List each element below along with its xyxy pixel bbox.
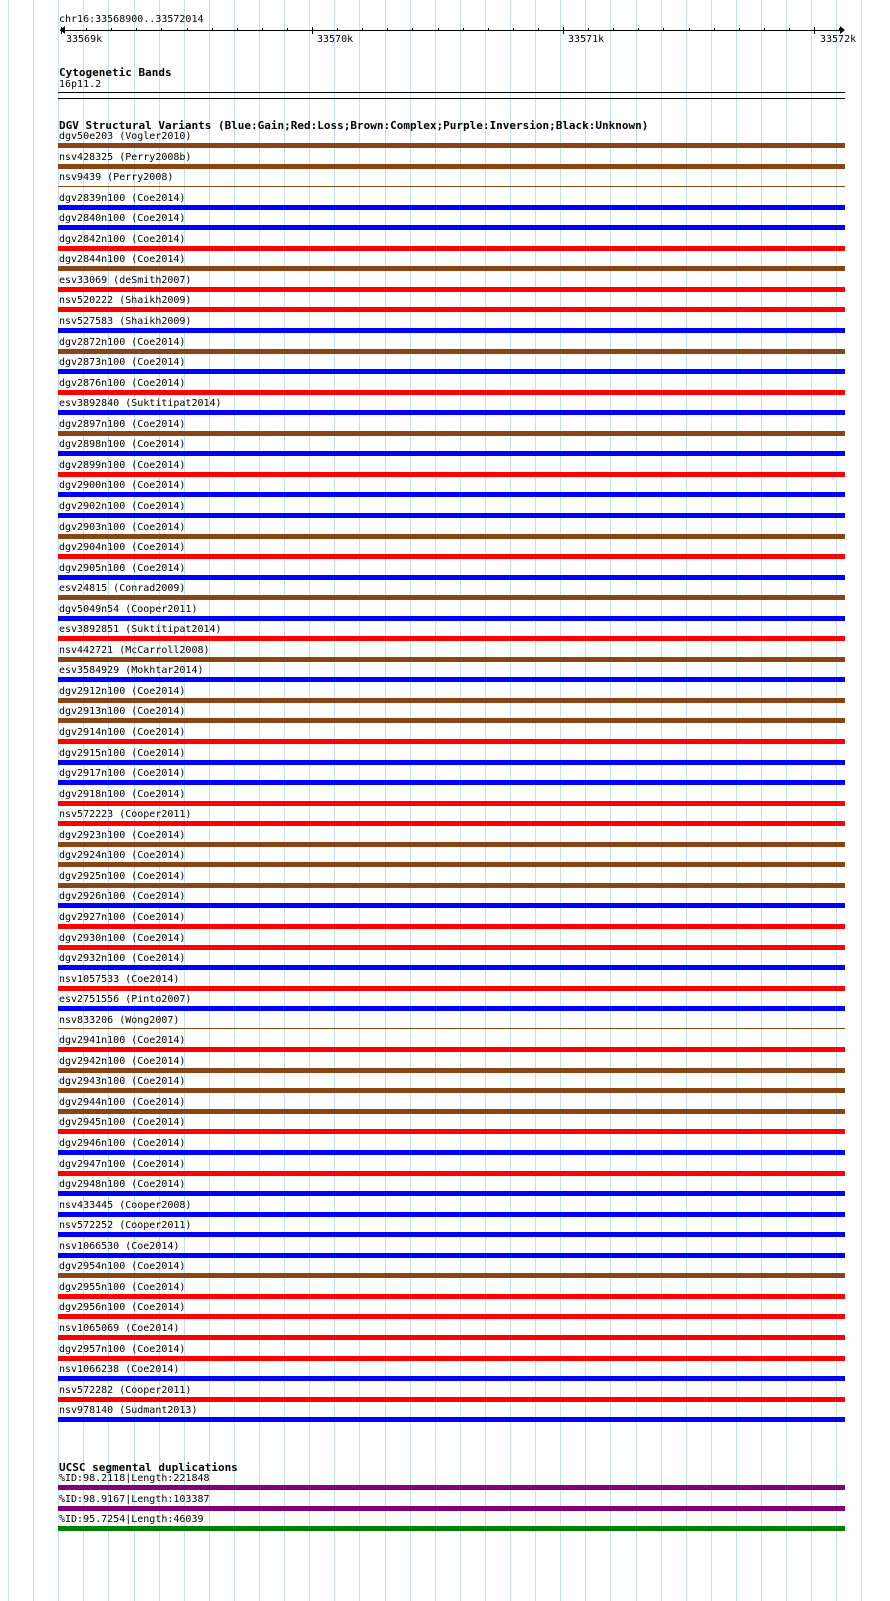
ruler-major-tick bbox=[563, 27, 564, 34]
dgv-feature-label: dgv2872n100 (Coe2014) bbox=[59, 336, 186, 348]
dgv-feature-bar[interactable] bbox=[58, 821, 845, 826]
dgv-feature-bar[interactable] bbox=[58, 677, 845, 682]
dgv-feature-label: dgv2945n100 (Coe2014) bbox=[59, 1117, 186, 1129]
dgv-feature-bar[interactable] bbox=[58, 1314, 845, 1319]
dgv-feature-label: dgv2839n100 (Coe2014) bbox=[59, 192, 186, 204]
dgv-feature-bar[interactable] bbox=[58, 513, 845, 518]
dgv-feature-bar[interactable] bbox=[58, 903, 845, 908]
dgv-feature-label: dgv2944n100 (Coe2014) bbox=[59, 1096, 186, 1108]
ruler-right-arrow-icon bbox=[840, 26, 845, 34]
dgv-feature-label: dgv2899n100 (Coe2014) bbox=[59, 459, 186, 471]
dgv-feature-label: dgv2957n100 (Coe2014) bbox=[59, 1343, 186, 1355]
ruler-major-tick bbox=[312, 27, 313, 34]
dgv-feature-bar[interactable] bbox=[58, 1273, 845, 1278]
dgv-feature-bar[interactable] bbox=[58, 186, 845, 187]
dgv-feature-bar[interactable] bbox=[58, 1335, 845, 1340]
dgv-feature-label: dgv2955n100 (Coe2014) bbox=[59, 1281, 186, 1293]
dgv-feature-label: nsv1066238 (Coe2014) bbox=[59, 1364, 180, 1375]
dgv-feature-label: dgv2840n100 (Coe2014) bbox=[59, 213, 186, 225]
dgv-feature-label: dgv2926n100 (Coe2014) bbox=[59, 891, 186, 903]
ruler-minor-tick bbox=[412, 28, 413, 31]
dgv-feature-bar[interactable] bbox=[58, 1150, 845, 1155]
dgv-feature-label: dgv2904n100 (Coe2014) bbox=[59, 542, 186, 553]
dgv-feature-label: esv3892840 (Suktitipat2014) bbox=[59, 398, 222, 410]
ruler-minor-tick bbox=[262, 28, 263, 31]
dgv-feature-label: dgv5049n54 (Cooper2011) bbox=[59, 603, 198, 615]
cytoband-bar-outline bbox=[58, 98, 845, 99]
ruler-minor-tick bbox=[187, 28, 188, 31]
ruler-minor-tick bbox=[387, 28, 388, 31]
dgv-feature-bar[interactable] bbox=[58, 410, 845, 415]
grid-line bbox=[33, 0, 34, 1601]
dgv-feature-label: dgv2900n100 (Coe2014) bbox=[59, 480, 186, 492]
ruler-tick-label: 33572k bbox=[820, 34, 857, 45]
cytoband-bar[interactable] bbox=[58, 92, 845, 93]
ruler-minor-tick bbox=[663, 28, 664, 31]
ruler-minor-tick bbox=[337, 28, 338, 31]
dgv-feature-bar[interactable] bbox=[58, 225, 845, 230]
dgv-feature-label: dgv2902n100 (Coe2014) bbox=[59, 500, 186, 512]
dgv-feature-bar[interactable] bbox=[58, 616, 845, 621]
dgv-feature-bar[interactable] bbox=[58, 945, 845, 950]
dgv-feature-label: dgv2873n100 (Coe2014) bbox=[59, 357, 186, 369]
dgv-feature-bar[interactable] bbox=[58, 636, 845, 641]
dgv-feature-label: dgv2942n100 (Coe2014) bbox=[59, 1055, 186, 1067]
dgv-feature-bar[interactable] bbox=[58, 595, 845, 600]
dgv-feature-label: dgv2842n100 (Coe2014) bbox=[59, 233, 186, 245]
dgv-feature-bar[interactable] bbox=[58, 1047, 845, 1052]
dgv-feature-bar[interactable] bbox=[58, 246, 845, 251]
dgv-feature-label: dgv2948n100 (Coe2014) bbox=[59, 1179, 186, 1190]
dgv-feature-label: dgv2941n100 (Coe2014) bbox=[59, 1035, 186, 1047]
dgv-feature-bar[interactable] bbox=[58, 575, 845, 580]
dgv-feature-label: nsv433445 (Cooper2008) bbox=[59, 1199, 192, 1211]
dgv-feature-bar[interactable] bbox=[58, 143, 845, 148]
dgv-feature-bar[interactable] bbox=[58, 718, 845, 723]
ruler-minor-tick bbox=[638, 28, 639, 31]
dgv-feature-bar[interactable] bbox=[58, 760, 845, 765]
dgv-feature-bar[interactable] bbox=[58, 1028, 845, 1029]
ruler-minor-tick bbox=[538, 28, 539, 31]
dgv-feature-bar[interactable] bbox=[58, 1129, 845, 1134]
dgv-feature-bar[interactable] bbox=[58, 1191, 845, 1196]
segdup-feature-bar[interactable] bbox=[58, 1506, 845, 1511]
dgv-feature-label: esv33069 (deSmith2007) bbox=[59, 274, 192, 286]
dgv-feature-bar[interactable] bbox=[58, 1253, 845, 1258]
dgv-feature-label: dgv2913n100 (Coe2014) bbox=[59, 706, 186, 718]
dgv-feature-bar[interactable] bbox=[58, 657, 845, 662]
dgv-feature-label: nsv572223 (Cooper2011) bbox=[59, 809, 192, 821]
dgv-feature-label: nsv527583 (Shaikh2009) bbox=[59, 316, 192, 327]
dgv-feature-label: esv3892851 (Suktitipat2014) bbox=[59, 624, 222, 636]
ruler-minor-tick bbox=[488, 28, 489, 31]
dgv-feature-label: dgv2912n100 (Coe2014) bbox=[59, 685, 186, 697]
ruler-major-tick bbox=[814, 27, 815, 34]
dgv-feature-label: nsv572252 (Cooper2011) bbox=[59, 1220, 192, 1232]
dgv-feature-label: dgv2905n100 (Coe2014) bbox=[59, 562, 186, 574]
dgv-feature-label: dgv2954n100 (Coe2014) bbox=[59, 1261, 186, 1273]
dgv-feature-label: dgv50e203 (Vogler2010) bbox=[59, 131, 192, 142]
dgv-feature-bar[interactable] bbox=[58, 1006, 845, 1011]
dgv-feature-bar[interactable] bbox=[58, 1212, 845, 1217]
segdup-feature-label: %ID:95.7254|Length:46039 bbox=[59, 1514, 204, 1526]
dgv-feature-bar[interactable] bbox=[58, 1397, 845, 1402]
dgv-feature-label: dgv2876n100 (Coe2014) bbox=[59, 377, 186, 389]
dgv-feature-bar[interactable] bbox=[58, 534, 845, 539]
dgv-feature-bar[interactable] bbox=[58, 1068, 845, 1073]
ruler-minor-tick bbox=[86, 28, 87, 31]
dgv-feature-bar[interactable] bbox=[58, 1109, 845, 1114]
dgv-feature-label: nsv572282 (Cooper2011) bbox=[59, 1384, 192, 1396]
ruler-minor-tick bbox=[513, 28, 514, 31]
ruler-minor-tick bbox=[136, 28, 137, 31]
dgv-feature-label: dgv2946n100 (Coe2014) bbox=[59, 1138, 186, 1149]
ruler-minor-tick bbox=[111, 28, 112, 31]
dgv-feature-bar[interactable] bbox=[58, 390, 845, 395]
ruler-tick-label: 33569k bbox=[66, 34, 103, 45]
ruler-position: chr16:33568900..33572014 bbox=[59, 14, 204, 25]
dgv-feature-bar[interactable] bbox=[58, 780, 845, 785]
segdup-feature-label: %ID:98.2118|Length:221848 bbox=[59, 1473, 210, 1484]
dgv-feature-label: nsv978140 (Sudmant2013) bbox=[59, 1405, 198, 1417]
dgv-feature-label: nsv1065069 (Coe2014) bbox=[59, 1322, 180, 1334]
segdup-feature-label: %ID:98.9167|Length:103387 bbox=[59, 1493, 210, 1505]
ruler-minor-tick bbox=[212, 28, 213, 31]
dgv-feature-bar[interactable] bbox=[58, 1294, 845, 1299]
dgv-feature-bar[interactable] bbox=[58, 1417, 845, 1422]
dgv-feature-label: dgv2932n100 (Coe2014) bbox=[59, 953, 186, 964]
dgv-feature-bar[interactable] bbox=[58, 842, 845, 847]
ruler-minor-tick bbox=[613, 28, 614, 31]
dgv-feature-label: nsv9439 (Perry2008) bbox=[59, 172, 174, 184]
ruler-minor-tick bbox=[689, 28, 690, 31]
dgv-feature-bar[interactable] bbox=[58, 862, 845, 867]
dgv-feature-label: dgv2918n100 (Coe2014) bbox=[59, 788, 186, 800]
dgv-feature-label: dgv2924n100 (Coe2014) bbox=[59, 850, 186, 862]
ruler-minor-tick bbox=[287, 28, 288, 31]
dgv-feature-bar[interactable] bbox=[58, 451, 845, 456]
ruler-axis bbox=[60, 30, 844, 31]
dgv-feature-bar[interactable] bbox=[58, 924, 845, 929]
dgv-feature-bar[interactable] bbox=[58, 965, 845, 970]
dgv-feature-bar[interactable] bbox=[58, 986, 845, 991]
dgv-feature-bar[interactable] bbox=[58, 349, 845, 354]
ruler-minor-tick bbox=[438, 28, 439, 31]
ruler-minor-tick bbox=[237, 28, 238, 31]
dgv-feature-label: nsv442721 (McCarroll2008) bbox=[59, 644, 210, 656]
dgv-feature-bar[interactable] bbox=[58, 883, 845, 888]
dgv-feature-label: dgv2914n100 (Coe2014) bbox=[59, 727, 186, 738]
dgv-feature-bar[interactable] bbox=[58, 307, 845, 312]
ruler-major-tick bbox=[61, 27, 62, 34]
ruler-minor-tick bbox=[764, 28, 765, 31]
dgv-feature-label: esv24815 (Conrad2009) bbox=[59, 583, 186, 595]
grid-line bbox=[8, 0, 9, 1601]
dgv-feature-bar[interactable] bbox=[58, 287, 845, 292]
dgv-feature-bar[interactable] bbox=[58, 1356, 845, 1361]
segdup-feature-bar[interactable] bbox=[58, 1526, 845, 1531]
dgv-feature-bar[interactable] bbox=[58, 369, 845, 374]
dgv-feature-label: dgv2956n100 (Coe2014) bbox=[59, 1302, 186, 1314]
dgv-feature-label: dgv2943n100 (Coe2014) bbox=[59, 1076, 186, 1088]
dgv-feature-bar[interactable] bbox=[58, 328, 845, 333]
dgv-feature-label: dgv2897n100 (Coe2014) bbox=[59, 418, 186, 430]
dgv-feature-bar[interactable] bbox=[58, 1171, 845, 1176]
dgv-feature-bar[interactable] bbox=[58, 1232, 845, 1237]
ruler-minor-tick bbox=[588, 28, 589, 31]
ruler-tick-label: 33571k bbox=[568, 34, 605, 45]
dgv-feature-bar[interactable] bbox=[58, 164, 845, 169]
cytoband-label: 16p11.2 bbox=[59, 79, 102, 90]
dgv-feature-label: nsv1066530 (Coe2014) bbox=[59, 1240, 180, 1252]
dgv-feature-bar[interactable] bbox=[58, 1376, 845, 1381]
dgv-feature-label: dgv2903n100 (Coe2014) bbox=[59, 521, 186, 533]
ruler-tick-label: 33570k bbox=[317, 34, 354, 45]
dgv-feature-bar[interactable] bbox=[58, 431, 845, 436]
ruler-minor-tick bbox=[739, 28, 740, 31]
dgv-feature-bar[interactable] bbox=[58, 739, 845, 744]
ruler-minor-tick bbox=[161, 28, 162, 31]
dgv-feature-label: nsv428325 (Perry2008b) bbox=[59, 151, 192, 163]
dgv-feature-label: dgv2923n100 (Coe2014) bbox=[59, 829, 186, 841]
ruler-minor-tick bbox=[789, 28, 790, 31]
dgv-feature-label: nsv833206 (Wong2007) bbox=[59, 1014, 180, 1026]
dgv-feature-bar[interactable] bbox=[58, 472, 845, 477]
ruler-minor-tick bbox=[362, 28, 363, 31]
ruler-minor-tick bbox=[463, 28, 464, 31]
dgv-feature-bar[interactable] bbox=[58, 554, 845, 559]
cytobands-track-title: Cytogenetic Bands bbox=[59, 66, 172, 79]
segdup-feature-bar[interactable] bbox=[58, 1485, 845, 1490]
segdup-track-title: UCSC segmental duplications bbox=[59, 1461, 238, 1474]
dgv-feature-label: dgv2915n100 (Coe2014) bbox=[59, 747, 186, 759]
dgv-feature-label: dgv2947n100 (Coe2014) bbox=[59, 1158, 186, 1170]
dgv-track-title: DGV Structural Variants (Blue:Gain;Red:Loss;Brown:Complex;Purple:Inversion;Black:Unknown) bbox=[59, 119, 649, 132]
dgv-feature-bar[interactable] bbox=[58, 492, 845, 497]
dgv-feature-label: nsv520222 (Shaikh2009) bbox=[59, 295, 192, 307]
dgv-feature-label: nsv1057533 (Coe2014) bbox=[59, 973, 180, 985]
dgv-feature-label: dgv2925n100 (Coe2014) bbox=[59, 870, 186, 882]
dgv-feature-bar[interactable] bbox=[58, 266, 845, 271]
dgv-feature-bar[interactable] bbox=[58, 698, 845, 703]
dgv-feature-bar[interactable] bbox=[58, 205, 845, 210]
dgv-feature-label: dgv2927n100 (Coe2014) bbox=[59, 911, 186, 923]
dgv-feature-bar[interactable] bbox=[58, 801, 845, 806]
dgv-feature-label: esv2751556 (Pinto2007) bbox=[59, 994, 192, 1006]
dgv-feature-label: dgv2898n100 (Coe2014) bbox=[59, 439, 186, 451]
dgv-feature-bar[interactable] bbox=[58, 1088, 845, 1093]
ruler-minor-tick bbox=[839, 28, 840, 31]
ruler-minor-tick bbox=[714, 28, 715, 31]
dgv-feature-label: dgv2930n100 (Coe2014) bbox=[59, 932, 186, 944]
dgv-feature-label: dgv2844n100 (Coe2014) bbox=[59, 254, 186, 266]
dgv-feature-label: esv3584929 (Mokhtar2014) bbox=[59, 665, 204, 677]
dgv-feature-label: dgv2917n100 (Coe2014) bbox=[59, 768, 186, 780]
grid-line bbox=[861, 0, 862, 1601]
